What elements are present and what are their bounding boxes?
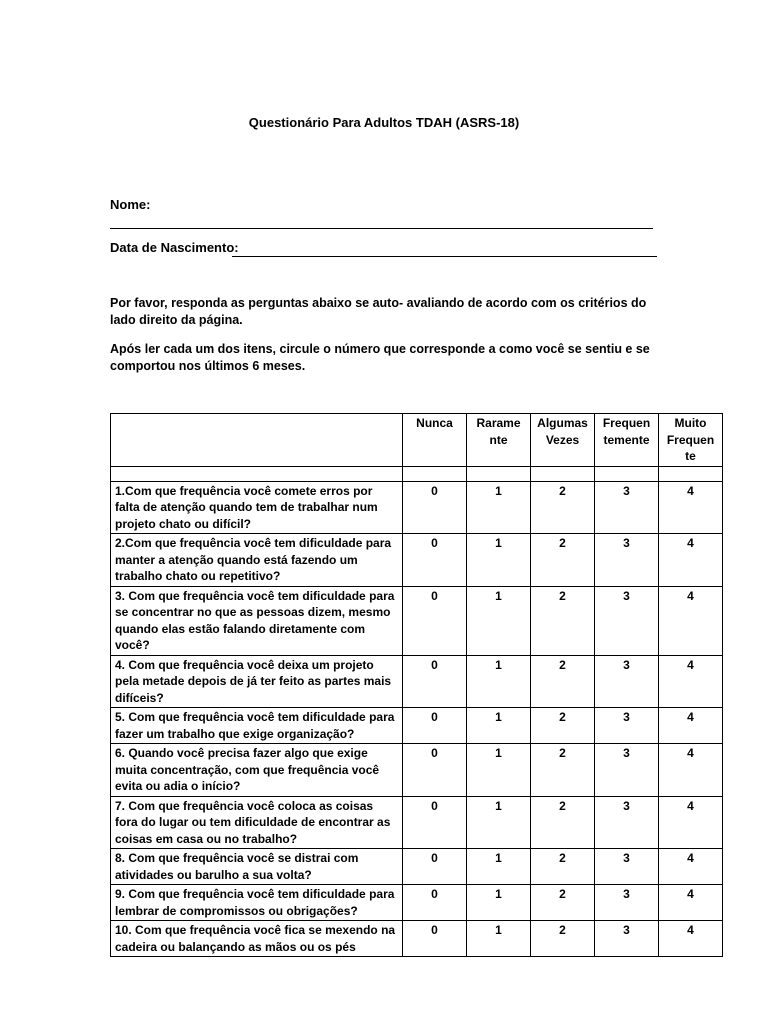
birth-date-field[interactable] xyxy=(232,241,657,257)
scale-option-2[interactable]: 2 xyxy=(531,534,595,587)
questionnaire-table xyxy=(110,413,723,957)
table-row xyxy=(111,744,723,797)
table-row xyxy=(111,655,723,708)
scale-option-4[interactable]: 4 xyxy=(659,655,723,708)
scale-option-4[interactable]: 4 xyxy=(659,481,723,534)
header-frequentemente: Frequen temente xyxy=(595,414,659,467)
scale-option-2[interactable]: 2 xyxy=(531,481,595,534)
question-text: 5. Com que frequência você tem dificuldade para fazer um trabalho que exige organização? xyxy=(111,708,403,744)
scale-option-1[interactable]: 1 xyxy=(467,534,531,587)
page-title: Questionário Para Adultos TDAH (ASRS-18) xyxy=(248,115,520,130)
scale-option-0[interactable]: 0 xyxy=(403,655,467,708)
scale-option-3[interactable]: 3 xyxy=(595,796,659,849)
scale-option-1[interactable]: 1 xyxy=(467,655,531,708)
scale-option-4[interactable]: 4 xyxy=(659,849,723,885)
scale-option-3[interactable]: 3 xyxy=(595,586,659,655)
scale-option-2[interactable]: 2 xyxy=(531,708,595,744)
scale-option-2[interactable]: 2 xyxy=(531,655,595,708)
scale-option-2[interactable]: 2 xyxy=(531,921,595,957)
scale-option-1[interactable]: 1 xyxy=(467,708,531,744)
scale-option-1[interactable]: 1 xyxy=(467,885,531,921)
question-text: 3. Com que frequência você tem dificuldade para se concentrar no que as pessoas dizem, mesmo quando elas estão falando diretamente com você? xyxy=(111,586,403,655)
scale-option-4[interactable]: 4 xyxy=(659,534,723,587)
question-text: 10. Com que frequência você fica se mexendo na cadeira ou balançando as mãos ou os pés xyxy=(111,921,403,957)
question-text: 7. Com que frequência você coloca as coisas fora do lugar ou tem dificuldade de encontrar as coisas em casa ou no trabalho? xyxy=(111,796,403,849)
instructions-paragraph-2: Após ler cada um dos itens, circule o número que corresponde a como você se sentiu e se comportou nos últimos 6 meses. xyxy=(110,342,650,373)
name-field[interactable] xyxy=(110,214,653,229)
header-muito-frequente: Muito Frequen te xyxy=(659,414,723,467)
table-row xyxy=(111,921,723,957)
scale-option-3[interactable]: 3 xyxy=(595,534,659,587)
instructions-paragraph-1: Por favor, responda as perguntas abaixo se auto- avaliando de acordo com os critérios do lado direito da página. xyxy=(110,296,647,327)
scale-option-4[interactable]: 4 xyxy=(659,921,723,957)
scale-option-0[interactable]: 0 xyxy=(403,885,467,921)
scale-option-0[interactable]: 0 xyxy=(403,534,467,587)
table-header-row xyxy=(111,414,723,467)
table-row xyxy=(111,796,723,849)
table-row xyxy=(111,481,723,534)
scale-option-2[interactable]: 2 xyxy=(531,796,595,849)
scale-option-0[interactable]: 0 xyxy=(403,481,467,534)
scale-option-4[interactable]: 4 xyxy=(659,708,723,744)
scale-option-1[interactable]: 1 xyxy=(467,586,531,655)
header-nunca: Nunca xyxy=(403,414,467,467)
question-text: 8. Com que frequência você se distrai com atividades ou barulho a sua volta? xyxy=(111,849,403,885)
scale-option-2[interactable]: 2 xyxy=(531,849,595,885)
scale-option-3[interactable]: 3 xyxy=(595,885,659,921)
scale-option-4[interactable]: 4 xyxy=(659,744,723,797)
birth-date-label: Data de Nascimento: xyxy=(110,240,239,255)
scale-option-2[interactable]: 2 xyxy=(531,744,595,797)
header-algumas-vezes: Algumas Vezes xyxy=(531,414,595,467)
scale-option-4[interactable]: 4 xyxy=(659,796,723,849)
scale-option-3[interactable]: 3 xyxy=(595,921,659,957)
scale-option-3[interactable]: 3 xyxy=(595,481,659,534)
question-text: 2.Com que frequência você tem dificuldade para manter a atenção quando está fazendo um trabalho chato ou repetitivo? xyxy=(111,534,403,587)
table-row xyxy=(111,534,723,587)
scale-option-2[interactable]: 2 xyxy=(531,586,595,655)
scale-option-3[interactable]: 3 xyxy=(595,744,659,797)
table-row xyxy=(111,586,723,655)
scale-option-0[interactable]: 0 xyxy=(403,744,467,797)
scale-option-1[interactable]: 1 xyxy=(467,481,531,534)
question-text: 9. Com que frequência você tem dificuldade para lembrar de compromissos ou obrigações? xyxy=(111,885,403,921)
spacer-row xyxy=(111,466,723,481)
scale-option-0[interactable]: 0 xyxy=(403,708,467,744)
question-text: 1.Com que frequência você comete erros por falta de atenção quando tem de trabalhar num projeto chato ou difícil? xyxy=(111,481,403,534)
scale-option-1[interactable]: 1 xyxy=(467,849,531,885)
scale-option-1[interactable]: 1 xyxy=(467,921,531,957)
table-row xyxy=(111,885,723,921)
scale-option-1[interactable]: 1 xyxy=(467,796,531,849)
scale-option-0[interactable]: 0 xyxy=(403,586,467,655)
scale-option-4[interactable]: 4 xyxy=(659,885,723,921)
scale-option-0[interactable]: 0 xyxy=(403,849,467,885)
header-question xyxy=(111,414,403,467)
scale-option-0[interactable]: 0 xyxy=(403,921,467,957)
scale-option-2[interactable]: 2 xyxy=(531,885,595,921)
scale-option-3[interactable]: 3 xyxy=(595,655,659,708)
name-label: Nome: xyxy=(110,197,151,212)
table-row xyxy=(111,708,723,744)
scale-option-0[interactable]: 0 xyxy=(403,796,467,849)
question-text: 6. Quando você precisa fazer algo que exige muita concentração, com que frequência você evita ou adia o início? xyxy=(111,744,403,797)
scale-option-3[interactable]: 3 xyxy=(595,849,659,885)
header-raramente: Rarame nte xyxy=(467,414,531,467)
question-text: 4. Com que frequência você deixa um projeto pela metade depois de já ter feito as partes mais difíceis? xyxy=(111,655,403,708)
scale-option-1[interactable]: 1 xyxy=(467,744,531,797)
table-row xyxy=(111,849,723,885)
scale-option-3[interactable]: 3 xyxy=(595,708,659,744)
scale-option-4[interactable]: 4 xyxy=(659,586,723,655)
